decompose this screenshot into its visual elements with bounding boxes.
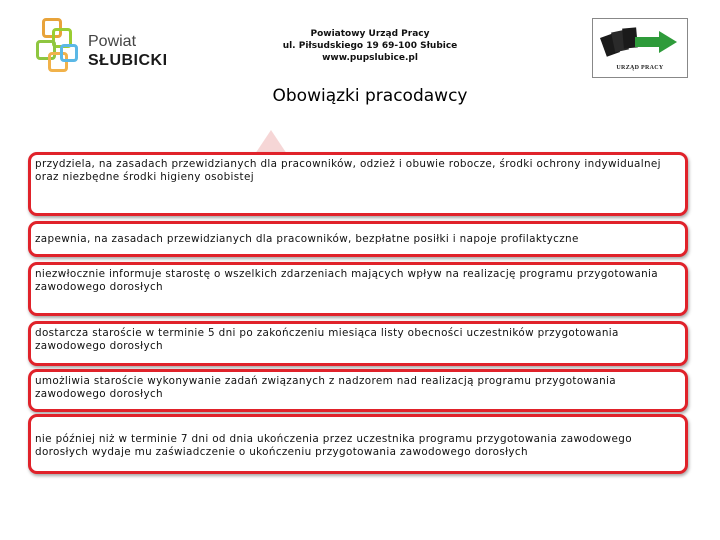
watermark-arrow-icon [255, 130, 287, 154]
logo-square-icon [60, 44, 78, 62]
duty-item [28, 221, 688, 257]
duty-item [28, 321, 688, 366]
office-address: ul. Piłsudskiego 19 69-100 Słubice [282, 41, 458, 51]
office-website[interactable]: www.pupslubice.pl [322, 53, 418, 63]
powiat-slubicki-logo [30, 16, 172, 82]
duty-text: zapewnia, na zasadach przewidzianych dla pracowników, bezpłatne posiłki i napoje profilaktyczne [35, 233, 579, 245]
office-header [250, 28, 490, 64]
duty-text: przydziela, na zasadach przewidzianych dla pracowników, odzież i obuwie robocze, środki ochrony indywidualnej oraz niezbędne środki higieny osobistej [35, 158, 661, 183]
duty-text: umożliwia staroście wykonywanie zadań związanych z nadzorem nad realizacją programu przygotowania zawodowego dorosłych [35, 375, 617, 400]
duty-item [28, 152, 688, 216]
logo-text-powiat: Powiat [88, 33, 137, 50]
office-name: Powiatowy Urząd Pracy [310, 29, 430, 39]
urzad-pracy-emblem-icon [593, 19, 689, 65]
duty-text: dostarcza staroście w terminie 5 dni po zakończeniu miesiąca listy obecności uczestników przygotowania zawodowego dorosłych [35, 327, 619, 352]
urzad-pracy-caption: URZĄD PRACY [616, 65, 664, 71]
logo-text-slubicki: SŁUBICKI [88, 52, 168, 69]
duty-item [28, 369, 688, 412]
duty-item [28, 414, 688, 474]
urzad-pracy-logo [592, 18, 688, 78]
duty-text: niezwłocznie informuje starostę o wszelkich zdarzeniach mających wpływ na realizację programu przygotowania zawodowego dorosłych [35, 268, 658, 293]
page-title: Obowiązki pracodawcy [272, 86, 468, 106]
duty-item [28, 262, 688, 316]
duty-text: nie później niż w terminie 7 dni od dnia ukończenia przez uczestnika programu przygotowania zawodowego dorosłych wydaje mu zaświadczenie o ukończeniu przygotowania zawodowego dorosłych [35, 433, 632, 458]
